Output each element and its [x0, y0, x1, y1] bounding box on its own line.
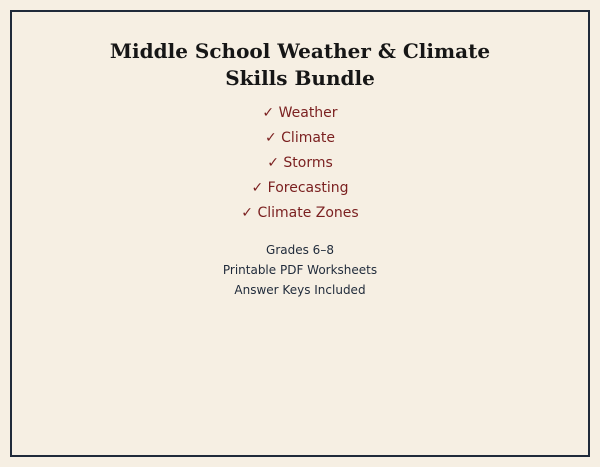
page-title	[12, 38, 588, 92]
grades-text: Grades 6–8	[266, 243, 334, 257]
checklist-item-storms: ✓ Storms	[267, 155, 333, 171]
title-line-2: Skills Bundle	[225, 66, 375, 90]
checklist-item-weather: ✓ Weather	[262, 105, 338, 121]
title-line-1: Middle School Weather & Climate	[109, 39, 491, 63]
page-frame	[10, 10, 590, 457]
format-text: Printable PDF Worksheets	[222, 263, 378, 277]
checklist-item-forecasting: ✓ Forecasting	[251, 180, 349, 196]
checklist-item-climate: ✓ Climate	[264, 130, 336, 146]
topic-checklist	[12, 101, 588, 226]
product-details	[12, 240, 588, 300]
answer-keys-text: Answer Keys Included	[234, 283, 366, 297]
checklist-item-climate-zones: ✓ Climate Zones	[241, 205, 359, 221]
